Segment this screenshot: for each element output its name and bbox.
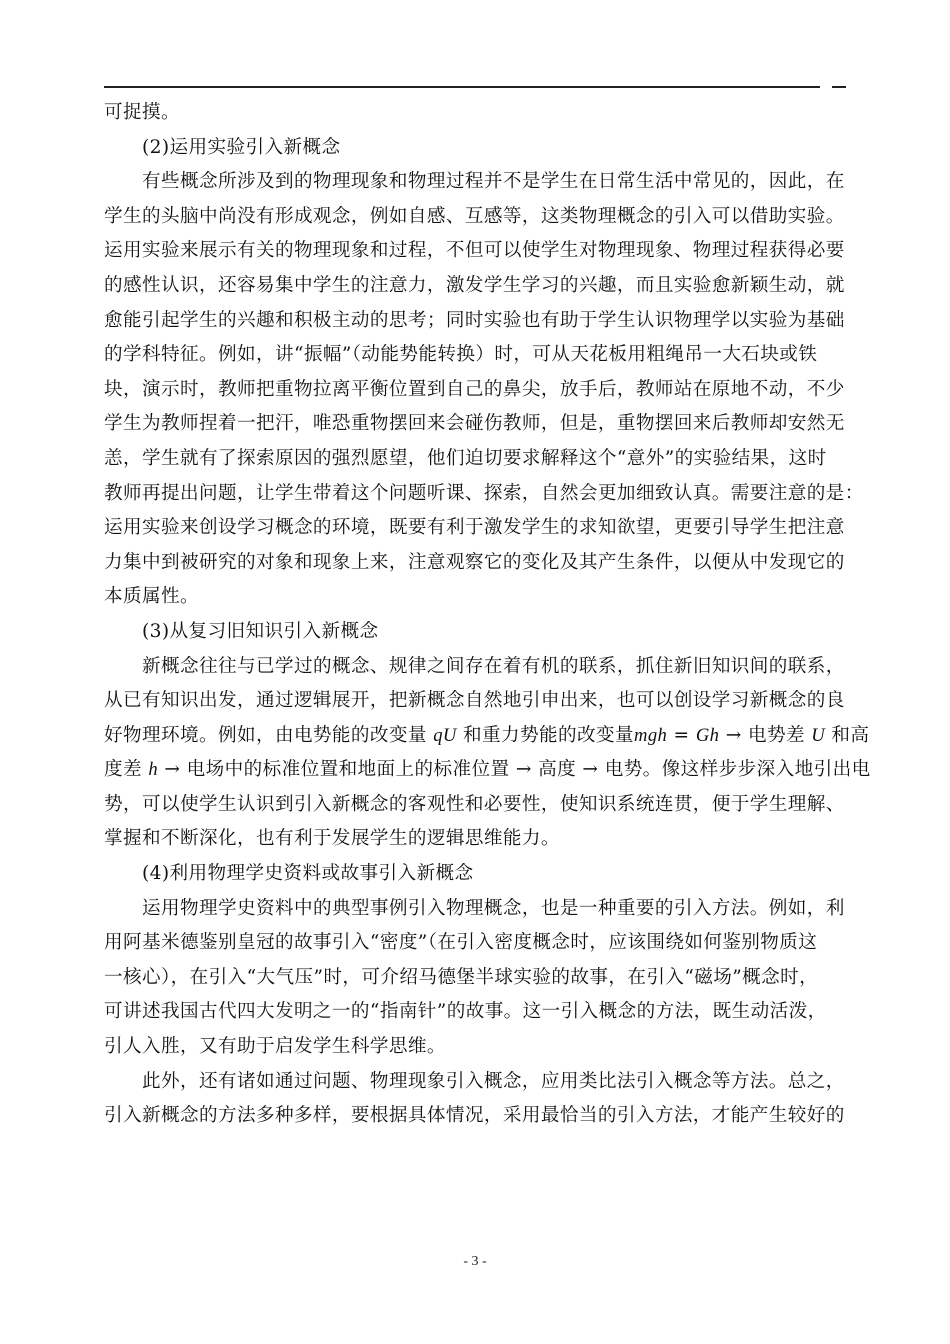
paragraph-line: 此外，还有诸如通过问题、物理现象引入概念，应用类比法引入概念等方法。总之， [142,1070,845,1092]
formula-math: Gh [695,724,720,746]
section-heading: (4)利用物理学史资料或故事引入新概念 [142,863,474,885]
paragraph-line: 学生为教师捏着一把汗，唯恐重物摆回来会碰伤教师，但是，重物摆回来后教师却安然无 [104,413,845,435]
paragraph-line: 一核心），在引入“大气压”时，可介绍马德堡半球实验的故事，在引入“磁场”概念时， [104,966,819,988]
formula-text: 好物理环境。例如，由电势能的改变量 [104,724,434,746]
paragraph-line: 运用物理学史资料中的典型事例引入物理概念，也是一种重要的引入方法。例如，利 [142,897,845,919]
formula-line [104,753,871,788]
formula-text: 和高 [825,724,870,746]
paragraph-line: 本质属性。 [104,586,199,608]
document-body [104,96,871,1134]
page-number: - 3 - [463,1254,487,1269]
paragraph-line: 势，可以使学生认识到引入新概念的客观性和必要性，使知识系统连贯，便于学生理解、 [104,793,845,815]
paragraph-line: 的感性认识，还容易集中学生的注意力，激发学生学习的兴趣，而且实验愈新颖生动，就 [104,274,845,296]
formula-text: → 电场中的标准位置和地面上的标准位置 → 高度 → 电势。像这样步步深入地引出电 [158,759,871,781]
paragraph-line: 有些概念所涉及到的物理现象和物理过程并不是学生在日常生活中常见的，因此，在 [142,171,845,193]
section-heading: (2)运用实验引入新概念 [142,136,341,158]
paragraph-line: 教师再提出问题，让学生带着这个问题听课、探索，自然会更加细致认真。需要注意的是： [104,482,864,504]
paragraph-line: 恙，学生就有了探索原因的强烈愿望，他们迫切要求解释这个“意外”的实验结果，这时 [104,447,827,469]
paragraph-line: 从已有知识出发，通过逻辑展开，把新概念自然地引申出来，也可以创设学习新概念的良 [104,690,845,712]
formula-text: 和重力势能的改变量 [456,724,635,746]
paragraph-line: 新概念往往与已学过的概念、规律之间存在着有机的联系，抓住新旧知识间的联系， [142,655,845,677]
formula-math: mgh [634,724,668,746]
header-rule [104,86,820,88]
paragraph-line: 可捉摸。 [104,102,180,123]
formula-text: = [667,724,696,746]
paragraph-line: 掌握和不断深化，也有利于发展学生的逻辑思维能力。 [104,828,560,850]
paragraph-line: 可讲述我国古代四大发明之一的“指南针”的故事。这一引入概念的方法，既生动活泼， [104,1001,827,1023]
formula-math: h [148,759,159,781]
paragraph-line: 用阿基米德鉴别皇冠的故事引入“密度”（在引入密度概念时，应该围绕如何鉴别物质这 [104,932,818,954]
paragraph-line: 引人入胜，又有助于启发学生科学思维。 [104,1036,446,1058]
formula-line [104,719,870,754]
paragraph-line: 引入新概念的方法多种多样，要根据具体情况，采用最恰当的引入方法，才能产生较好的 [104,1105,845,1127]
paragraph-line: 力集中到被研究的对象和现象上来，注意观察它的变化及其产生条件，以便从中发现它的 [104,551,845,573]
formula-text: → 电势差 [719,724,812,746]
paragraph-line: 运用实验来创设学习概念的环境，既要有利于激发学生的求知欲望，更要引导学生把注意 [104,517,845,539]
formula-math: U [811,724,826,746]
formula-text: 度差 [104,759,149,781]
header-dash [832,86,846,88]
paragraph-line: 运用实验来展示有关的物理现象和过程，不但可以使学生对物理现象、物理过程获得必要 [104,240,845,262]
section-heading: (3)从复习旧知识引入新概念 [142,620,379,642]
paragraph-line: 愈能引起学生的兴趣和积极主动的思考；同时实验也有助于学生认识物理学以实验为基础 [104,309,845,331]
paragraph-line: 学生的头脑中尚没有形成观念，例如自感、互感等，这类物理概念的引入可以借助实验。 [104,205,845,227]
formula-math: qU [433,724,457,746]
paragraph-line: 块，演示时，教师把重物拉离平衡位置到自己的鼻尖，放手后，教师站在原地不动，不少 [104,378,845,400]
paragraph-line: 的学科特征。例如，讲“振幅”（动能势能转换）时，可从天花板用粗绳吊一大石块或铁 [104,344,818,366]
